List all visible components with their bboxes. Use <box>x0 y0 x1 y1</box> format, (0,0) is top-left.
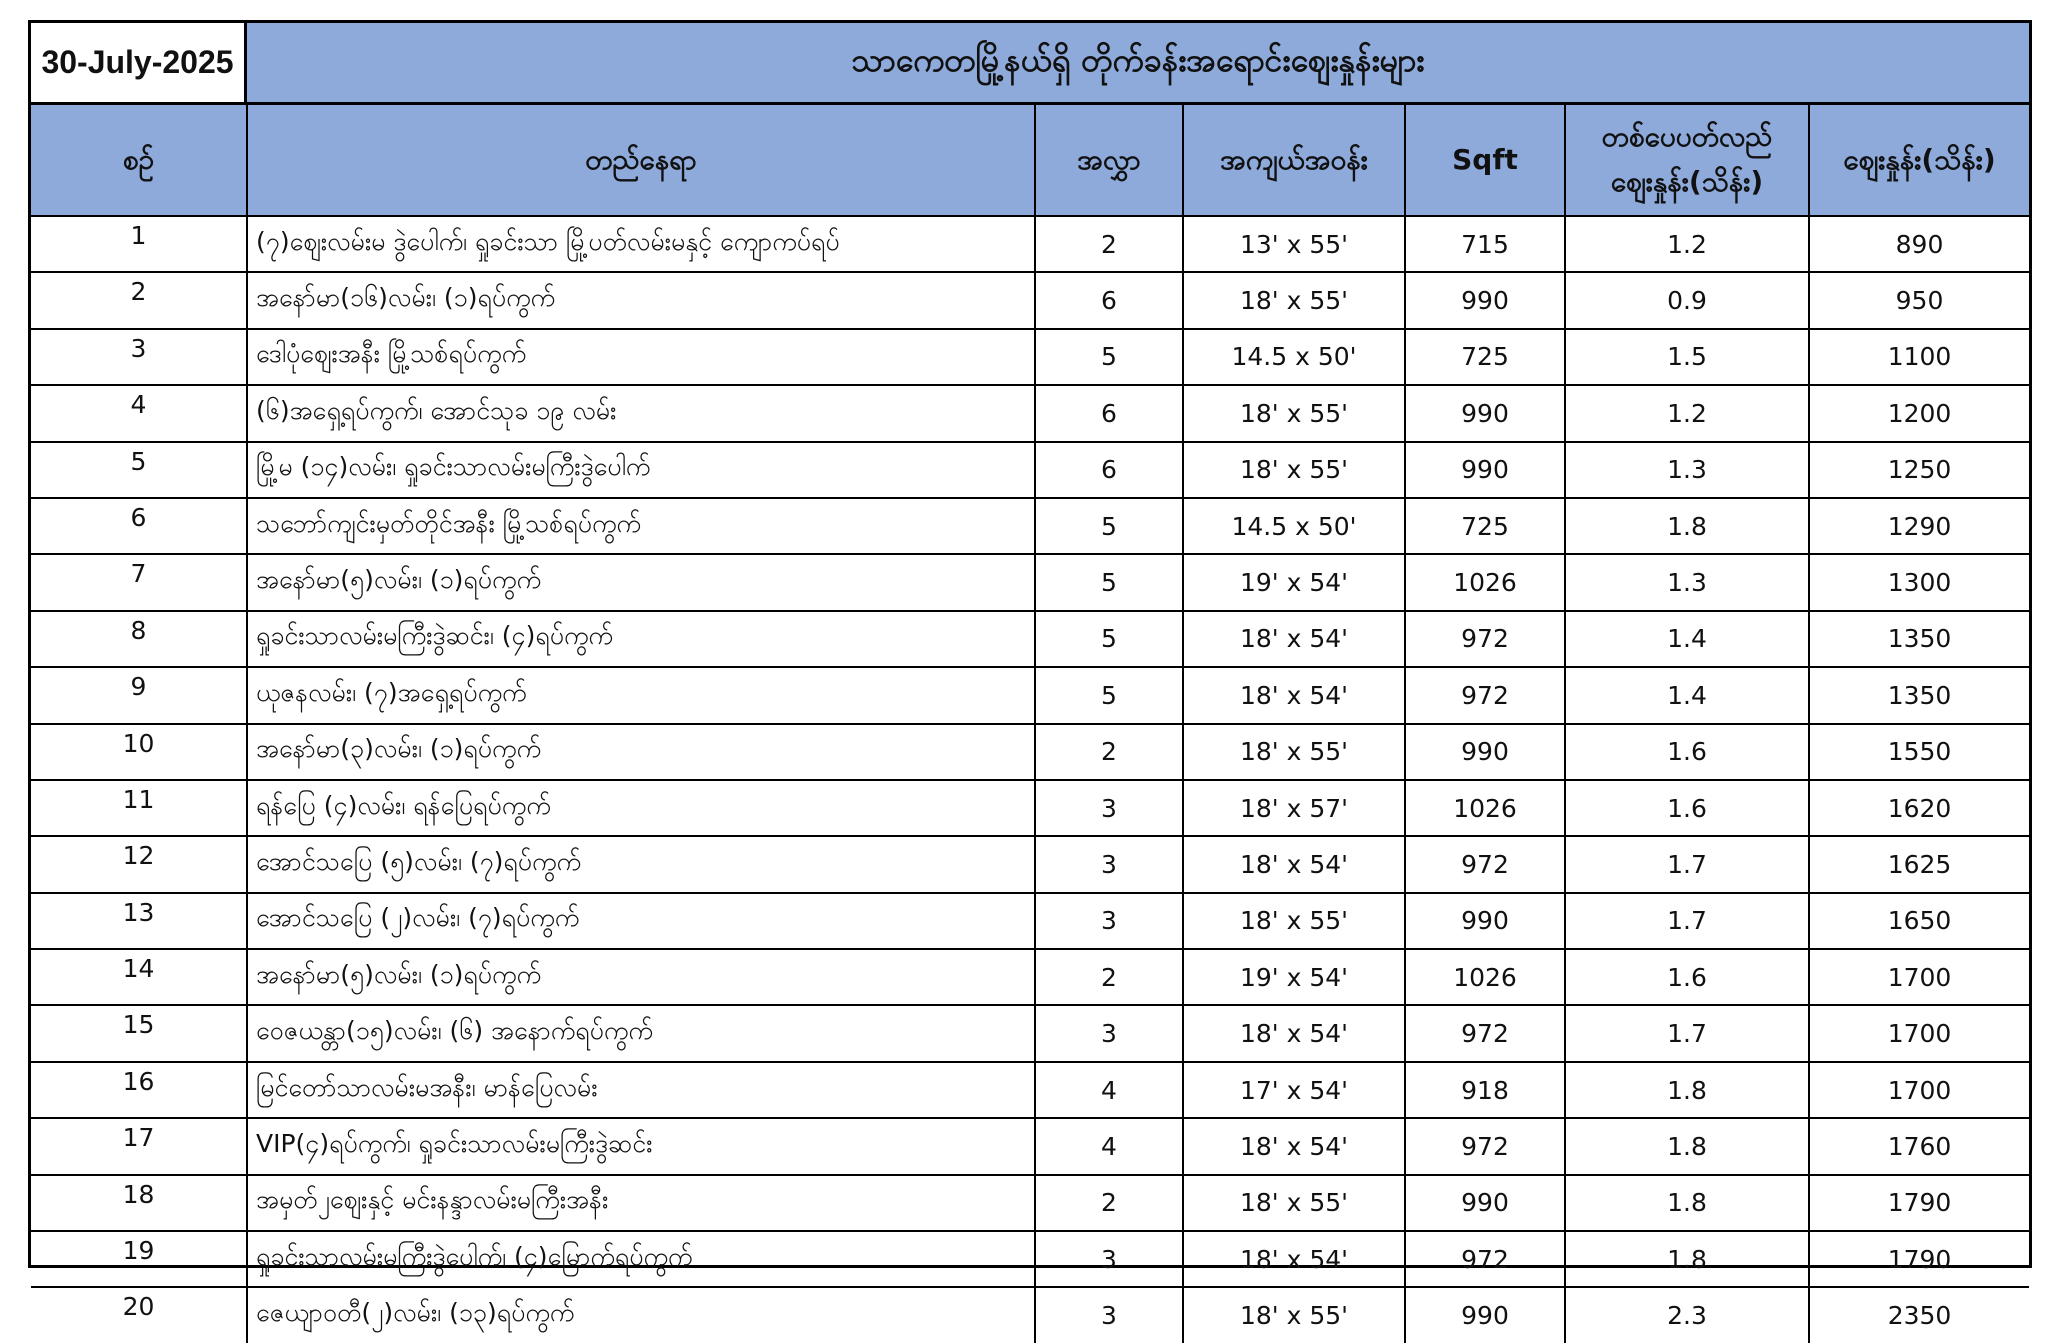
cell-sqft: 1026 <box>1405 554 1565 610</box>
table-row <box>31 554 2029 610</box>
table-row <box>31 949 2029 1005</box>
cell-no: 14 <box>31 949 247 1005</box>
cell-no: 5 <box>31 442 247 498</box>
cell-price-per-sqft: 1.7 <box>1565 1005 1809 1061</box>
cell-price: 1290 <box>1809 498 2029 554</box>
table-body <box>31 216 2029 1343</box>
cell-no: 3 <box>31 329 247 385</box>
cell-location: ဇေယျာဝတီ(၂)လမ်း၊ (၁၃)ရပ်ကွက် <box>247 1287 1035 1342</box>
table-row <box>31 1287 2029 1342</box>
cell-price: 1620 <box>1809 780 2029 836</box>
cell-size: 18' x 55' <box>1183 1175 1405 1231</box>
table-row <box>31 442 2029 498</box>
header-price: ဈေးနှုန်း(သိန်း) <box>1809 105 2029 216</box>
cell-sqft: 1026 <box>1405 949 1565 1005</box>
cell-price: 2350 <box>1809 1287 2029 1342</box>
cell-price: 1625 <box>1809 836 2029 892</box>
cell-price-per-sqft: 0.9 <box>1565 272 1809 328</box>
cell-sqft: 725 <box>1405 329 1565 385</box>
cell-size: 18' x 54' <box>1183 1118 1405 1174</box>
table-row <box>31 1231 2029 1287</box>
cell-size: 18' x 55' <box>1183 893 1405 949</box>
header-floor: အလွှာ <box>1035 105 1183 216</box>
cell-sqft: 990 <box>1405 1175 1565 1231</box>
cell-size: 13' x 55' <box>1183 216 1405 272</box>
cell-sqft: 990 <box>1405 724 1565 780</box>
cell-no: 1 <box>31 216 247 272</box>
price-table <box>31 105 2029 1343</box>
cell-size: 19' x 54' <box>1183 949 1405 1005</box>
cell-price: 1700 <box>1809 949 2029 1005</box>
cell-location: ရှုခင်းသာလမ်းမကြီးဒွဲဆင်း၊ (၄)ရပ်ကွက် <box>247 611 1035 667</box>
cell-price-per-sqft: 1.8 <box>1565 1231 1809 1287</box>
cell-price: 1700 <box>1809 1005 2029 1061</box>
cell-price-per-sqft: 1.6 <box>1565 949 1809 1005</box>
cell-floor: 2 <box>1035 724 1183 780</box>
cell-price-per-sqft: 1.8 <box>1565 1175 1809 1231</box>
cell-location: သဘော်ကျင်းမှတ်တိုင်အနီး မြို့သစ်ရပ်ကွက် <box>247 498 1035 554</box>
cell-sqft: 725 <box>1405 498 1565 554</box>
cell-floor: 6 <box>1035 385 1183 441</box>
cell-no: 19 <box>31 1231 247 1287</box>
cell-no: 2 <box>31 272 247 328</box>
cell-floor: 5 <box>1035 329 1183 385</box>
cell-floor: 5 <box>1035 554 1183 610</box>
cell-sqft: 715 <box>1405 216 1565 272</box>
cell-sqft: 1026 <box>1405 780 1565 836</box>
cell-size: 18' x 54' <box>1183 667 1405 723</box>
cell-no: 11 <box>31 780 247 836</box>
header-row <box>31 105 2029 216</box>
cell-floor: 3 <box>1035 1005 1183 1061</box>
cell-size: 18' x 57' <box>1183 780 1405 836</box>
cell-price-per-sqft: 1.2 <box>1565 385 1809 441</box>
cell-location: ရန်ပြေ (၄)လမ်း၊ ရန်ပြေရပ်ကွက် <box>247 780 1035 836</box>
cell-sqft: 972 <box>1405 1118 1565 1174</box>
cell-price-per-sqft: 1.5 <box>1565 329 1809 385</box>
cell-location: ယုဇနလမ်း၊ (၇)အရှေ့ရပ်ကွက် <box>247 667 1035 723</box>
table-row <box>31 780 2029 836</box>
cell-floor: 2 <box>1035 216 1183 272</box>
sheet-title: သာကေတမြို့နယ်ရှိ တိုက်ခန်းအရောင်းဈေးနှုန်းများ <box>247 23 2029 102</box>
cell-location: (၇)ဈေးလမ်းမ ဒွဲပေါက်၊ ရှုခင်းသာ မြို့ပတ်လမ်းမနှင့် ကျောကပ်ရပ် <box>247 216 1035 272</box>
cell-price-per-sqft: 1.4 <box>1565 667 1809 723</box>
cell-no: 12 <box>31 836 247 892</box>
cell-floor: 3 <box>1035 893 1183 949</box>
table-row <box>31 1175 2029 1231</box>
cell-sqft: 972 <box>1405 1005 1565 1061</box>
cell-sqft: 972 <box>1405 836 1565 892</box>
table-row <box>31 893 2029 949</box>
cell-price: 1790 <box>1809 1231 2029 1287</box>
cell-floor: 6 <box>1035 272 1183 328</box>
title-row <box>31 23 2029 105</box>
cell-price-per-sqft: 1.3 <box>1565 554 1809 610</box>
cell-no: 16 <box>31 1062 247 1118</box>
cell-floor: 5 <box>1035 667 1183 723</box>
cell-price: 1700 <box>1809 1062 2029 1118</box>
cell-size: 14.5 x 50' <box>1183 329 1405 385</box>
cell-price: 1200 <box>1809 385 2029 441</box>
cell-location: အနော်မာ(၃)လမ်း၊ (၁)ရပ်ကွက် <box>247 724 1035 780</box>
cell-size: 18' x 55' <box>1183 442 1405 498</box>
table-row <box>31 329 2029 385</box>
cell-price-per-sqft: 1.7 <box>1565 836 1809 892</box>
table-row <box>31 611 2029 667</box>
cell-floor: 5 <box>1035 498 1183 554</box>
cell-price: 950 <box>1809 272 2029 328</box>
cell-size: 17' x 54' <box>1183 1062 1405 1118</box>
cell-price: 1790 <box>1809 1175 2029 1231</box>
cell-price: 1760 <box>1809 1118 2029 1174</box>
table-row <box>31 667 2029 723</box>
cell-location: ဝေဇယန္တာ(၁၅)လမ်း၊ (၆) အနောက်ရပ်ကွက် <box>247 1005 1035 1061</box>
cell-size: 18' x 54' <box>1183 836 1405 892</box>
cell-no: 8 <box>31 611 247 667</box>
cell-sqft: 918 <box>1405 1062 1565 1118</box>
cell-price-per-sqft: 1.3 <box>1565 442 1809 498</box>
cell-no: 6 <box>31 498 247 554</box>
cell-no: 15 <box>31 1005 247 1061</box>
cell-price-per-sqft: 1.8 <box>1565 498 1809 554</box>
table-row <box>31 216 2029 272</box>
header-location: တည်နေရာ <box>247 105 1035 216</box>
cell-floor: 4 <box>1035 1118 1183 1174</box>
cell-size: 18' x 55' <box>1183 724 1405 780</box>
cell-price-per-sqft: 1.6 <box>1565 780 1809 836</box>
header-price-per-sqft-line2: ဈေးနှုန်း(သိန်း) <box>1610 165 1764 198</box>
cell-floor: 6 <box>1035 442 1183 498</box>
cell-price: 1100 <box>1809 329 2029 385</box>
cell-location: မြင်တော်သာလမ်းမအနီး၊ မာန်ပြေလမ်း <box>247 1062 1035 1118</box>
cell-location: ရှုခင်းသာလမ်းမကြီးဒွဲပေါက်၊ (၄)မြောက်ရပ်ကွက် <box>247 1231 1035 1287</box>
cell-price-per-sqft: 1.6 <box>1565 724 1809 780</box>
cell-floor: 4 <box>1035 1062 1183 1118</box>
cell-floor: 5 <box>1035 611 1183 667</box>
cell-location: အောင်သပြေ (၅)လမ်း၊ (၇)ရပ်ကွက် <box>247 836 1035 892</box>
cell-location: အနော်မာ(၁၆)လမ်း၊ (၁)ရပ်ကွက် <box>247 272 1035 328</box>
cell-no: 13 <box>31 893 247 949</box>
cell-floor: 3 <box>1035 1287 1183 1342</box>
header-price-per-sqft <box>1565 105 1809 216</box>
cell-location: အမှတ်၂ဈေးနှင့် မင်းနန္ဒာလမ်းမကြီးအနီး <box>247 1175 1035 1231</box>
cell-sqft: 972 <box>1405 1231 1565 1287</box>
cell-location: VIP(၄)ရပ်ကွက်၊ ရှုခင်းသာလမ်းမကြီးဒွဲဆင်း <box>247 1118 1035 1174</box>
cell-no: 18 <box>31 1175 247 1231</box>
cell-price-per-sqft: 1.2 <box>1565 216 1809 272</box>
cell-no: 10 <box>31 724 247 780</box>
header-size: အကျယ်အဝန်း <box>1183 105 1405 216</box>
cell-price: 1300 <box>1809 554 2029 610</box>
header-no: စဉ် <box>31 105 247 216</box>
cell-floor: 2 <box>1035 949 1183 1005</box>
cell-size: 19' x 54' <box>1183 554 1405 610</box>
cell-no: 7 <box>31 554 247 610</box>
table-row <box>31 724 2029 780</box>
cell-size: 18' x 55' <box>1183 272 1405 328</box>
table-row <box>31 1005 2029 1061</box>
cell-location: အနော်မာ(၅)လမ်း၊ (၁)ရပ်ကွက် <box>247 949 1035 1005</box>
table-row <box>31 498 2029 554</box>
cell-size: 18' x 54' <box>1183 1005 1405 1061</box>
cell-no: 9 <box>31 667 247 723</box>
cell-no: 20 <box>31 1287 247 1342</box>
table-row <box>31 1062 2029 1118</box>
cell-price-per-sqft: 1.7 <box>1565 893 1809 949</box>
cell-sqft: 990 <box>1405 893 1565 949</box>
cell-no: 4 <box>31 385 247 441</box>
cell-price: 1350 <box>1809 611 2029 667</box>
table-row <box>31 836 2029 892</box>
cell-floor: 2 <box>1035 1175 1183 1231</box>
table-row <box>31 1118 2029 1174</box>
cell-price: 1350 <box>1809 667 2029 723</box>
cell-size: 18' x 55' <box>1183 385 1405 441</box>
cell-sqft: 972 <box>1405 667 1565 723</box>
cell-location: အနော်မာ(၅)လမ်း၊ (၁)ရပ်ကွက် <box>247 554 1035 610</box>
cell-price-per-sqft: 1.8 <box>1565 1062 1809 1118</box>
table-row <box>31 272 2029 328</box>
cell-sqft: 990 <box>1405 385 1565 441</box>
cell-location: (၆)အရှေ့ရပ်ကွက်၊ အောင်သုခ ၁၉ လမ်း <box>247 385 1035 441</box>
cell-location: ဒေါပုံဈေးအနီး မြို့သစ်ရပ်ကွက် <box>247 329 1035 385</box>
cell-price-per-sqft: 1.8 <box>1565 1118 1809 1174</box>
price-sheet <box>28 20 2032 1331</box>
cell-price-per-sqft: 2.3 <box>1565 1287 1809 1342</box>
cell-price: 890 <box>1809 216 2029 272</box>
cell-price-per-sqft: 1.4 <box>1565 611 1809 667</box>
header-price-per-sqft-line1: တစ်ပေပတ်လည် <box>1601 120 1773 154</box>
cell-location: မြို့မ (၁၄)လမ်း၊ ရှုခင်းသာလမ်းမကြီးဒွဲပေါက် <box>247 442 1035 498</box>
cell-floor: 3 <box>1035 780 1183 836</box>
cell-size: 18' x 55' <box>1183 1287 1405 1342</box>
cell-price: 1550 <box>1809 724 2029 780</box>
cell-sqft: 990 <box>1405 1287 1565 1342</box>
cell-location: အောင်သပြေ (၂)လမ်း၊ (၇)ရပ်ကွက် <box>247 893 1035 949</box>
cell-size: 18' x 54' <box>1183 1231 1405 1287</box>
table-row <box>31 385 2029 441</box>
cell-sqft: 990 <box>1405 272 1565 328</box>
cell-sqft: 990 <box>1405 442 1565 498</box>
cell-size: 14.5 x 50' <box>1183 498 1405 554</box>
cell-no: 17 <box>31 1118 247 1174</box>
cell-size: 18' x 54' <box>1183 611 1405 667</box>
date-label: 30-July-2025 <box>31 23 247 102</box>
cell-price: 1650 <box>1809 893 2029 949</box>
cell-floor: 3 <box>1035 1231 1183 1287</box>
cell-floor: 3 <box>1035 836 1183 892</box>
cell-sqft: 972 <box>1405 611 1565 667</box>
header-sqft: Sqft <box>1405 105 1565 216</box>
cell-price: 1250 <box>1809 442 2029 498</box>
